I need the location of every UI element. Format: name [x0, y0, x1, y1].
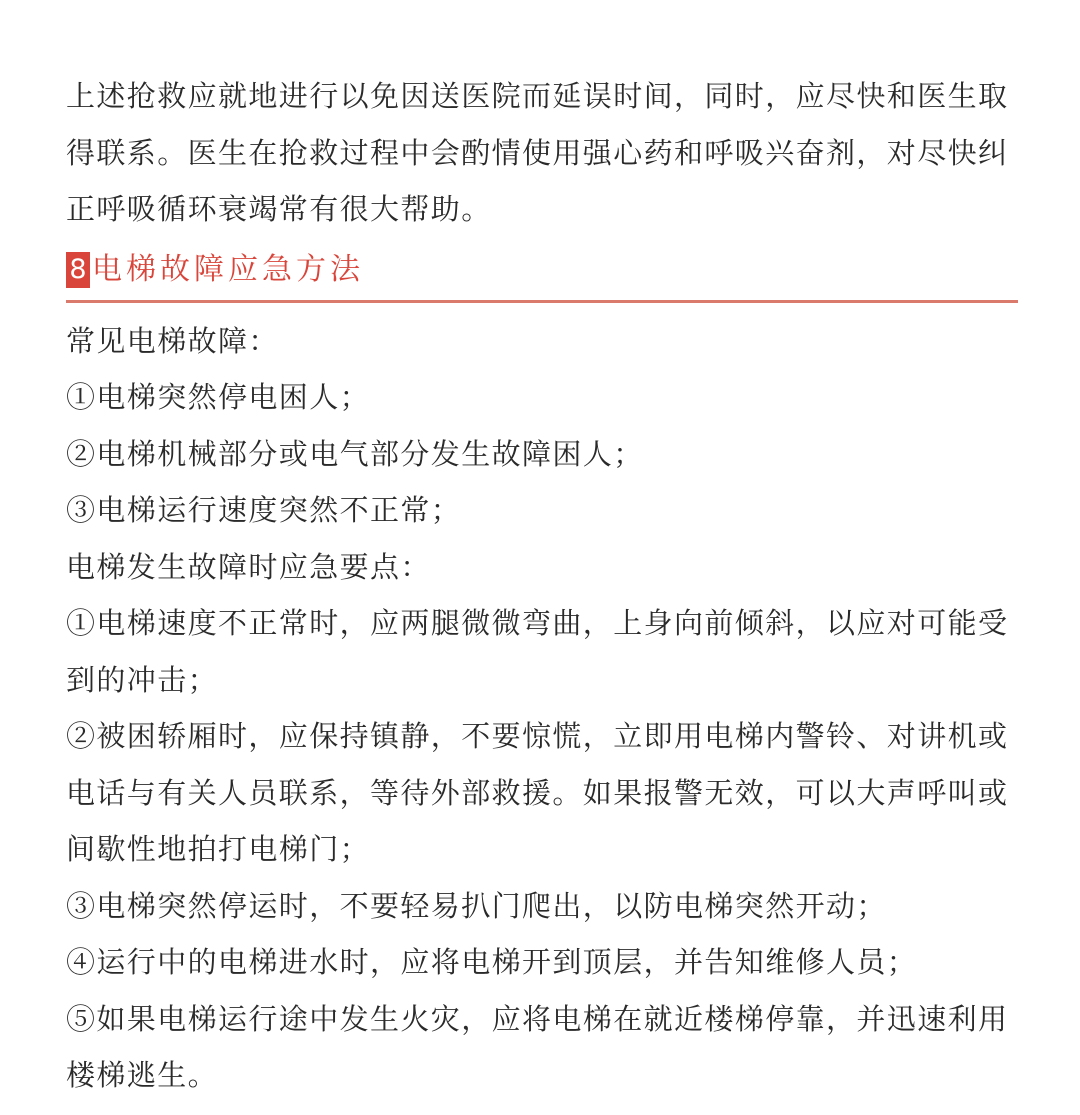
intro-line: 正呼吸循环衰竭常有很大帮助。 — [66, 192, 492, 226]
emergency-item-line: ①电梯速度不正常时，应两腿微微弯曲，上身向前倾斜，以应对可能受 — [66, 606, 1009, 640]
document-page — [66, 68, 1018, 1104]
emergency-item — [66, 878, 1018, 935]
emergency-item-line: 间歇性地拍打电梯门； — [66, 832, 371, 866]
section-heading — [66, 246, 1018, 303]
fault-item: ②电梯机械部分或电气部分发生故障困人； — [66, 436, 644, 471]
section-number-badge: 8 — [66, 252, 90, 288]
emergency-item — [66, 934, 1018, 991]
section-title: 电梯故障应急方法 — [92, 251, 364, 287]
emergency-item-line: ⑤如果电梯运行途中发生火灾，应将电梯在就近楼梯停靠，并迅速利用 — [66, 1001, 1009, 1036]
intro-paragraph — [66, 68, 1018, 238]
emergency-list — [66, 539, 1018, 1104]
emergency-item — [66, 595, 1018, 708]
emergency-item-line: 到的冲击； — [66, 662, 219, 697]
faults-heading: 常见电梯故障： — [66, 323, 279, 358]
emergency-item — [66, 991, 1018, 1104]
emergency-item-line: ②被困轿厢时，应保持镇静，不要惊慌，立即用电梯内警铃、对讲机或 — [66, 719, 1009, 753]
intro-line: 得联系。医生在抢救过程中会酌情使用强心药和呼吸兴奋剂，对尽快纠 — [66, 135, 1009, 170]
intro-line: 上述抢救应就地进行以免因送医院而延误时间，同时，应尽快和医生取 — [66, 79, 1009, 113]
emergency-item — [66, 708, 1018, 878]
emergency-item-line: 电话与有关人员联系，等待外部救援。如果报警无效，可以大声呼叫或 — [66, 775, 1009, 810]
emergency-item-line: ③电梯突然停运时，不要轻易扒门爬出，以防电梯突然开动； — [66, 888, 887, 923]
emergency-item-line: ④运行中的电梯进水时，应将电梯开到顶层，并告知维修人员； — [66, 945, 918, 979]
fault-item: ①电梯突然停电困人； — [66, 380, 371, 414]
fault-item: ③电梯运行速度突然不正常； — [66, 493, 462, 527]
emergency-heading: 电梯发生故障时应急要点： — [66, 549, 431, 584]
emergency-item-line: 楼梯逃生。 — [66, 1058, 219, 1092]
faults-list — [66, 313, 1018, 539]
